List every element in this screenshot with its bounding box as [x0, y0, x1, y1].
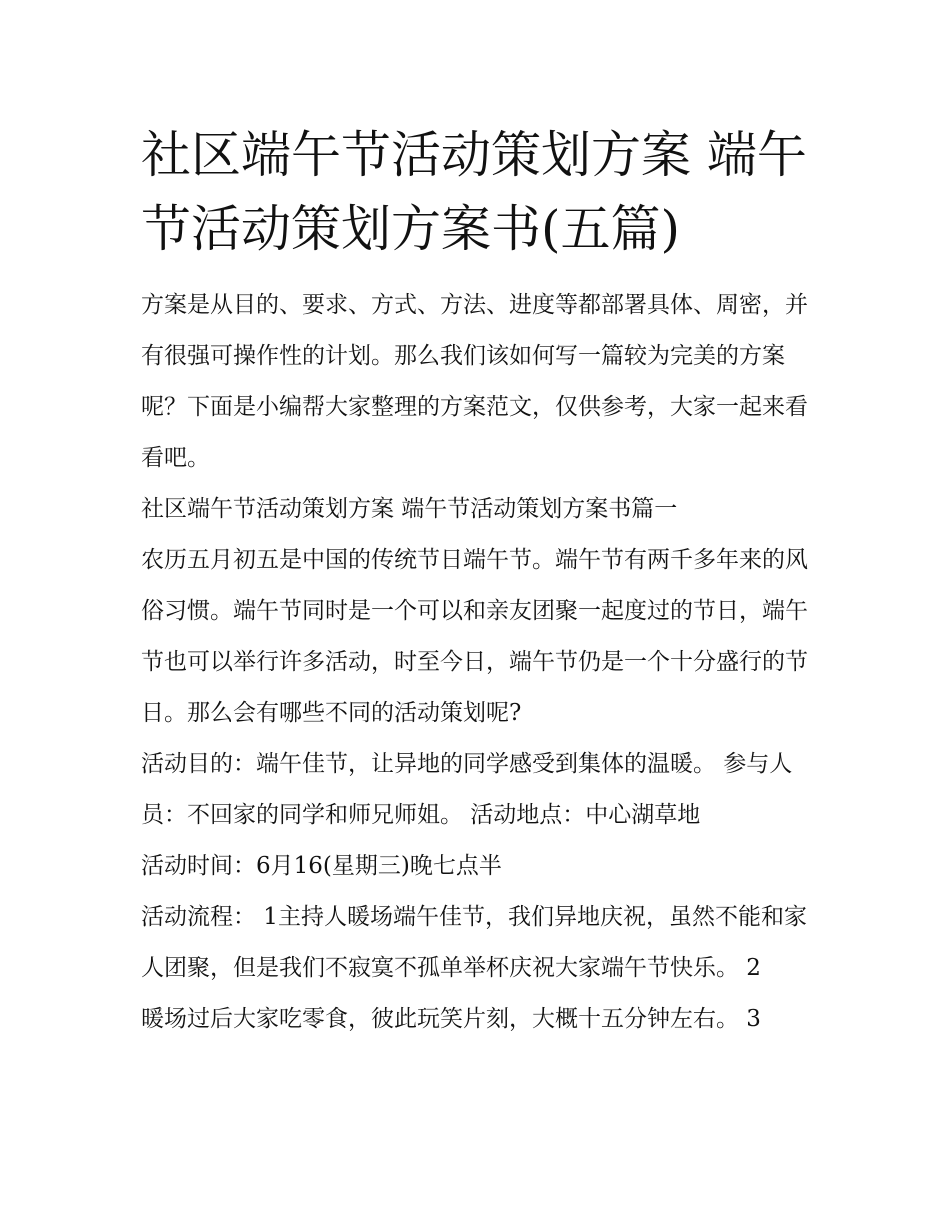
activity-process-continued-paragraph: 暖场过后大家吃零食，彼此玩笑片刻，大概十五分钟左右。 3	[141, 1006, 761, 1032]
activity-time-paragraph: 活动时间：6月16(星期三)晚七点半	[141, 853, 502, 879]
body-paragraph: 农历五月初五是中国的传统节日端午节。端午节有两千多年来的风俗习惯。端午节同时是一个可以和亲友团聚一起度过的节日，端午节也可以举行许多活动，时至今日，端午节仍是一个十分盛行的节日。那么会有哪些不同的活动策划呢?	[141, 547, 808, 726]
document-body	[141, 280, 816, 1045]
activity-details-paragraph: 活动目的：端午佳节，让异地的同学感受到集体的温暖。 参与人员：不回家的同学和师兄师姐。 活动地点：中心湖草地	[141, 751, 793, 828]
intro-paragraph: 方案是从目的、要求、方式、方法、进度等都部署具体、周密，并有很强可操作性的计划。那么我们该如何写一篇较为完美的方案呢？下面是小编帮大家整理的方案范文，仅供参考，大家一起来看看吧。	[141, 292, 808, 471]
activity-process-paragraph: 活动流程： 1主持人暖场端午佳节，我们异地庆祝，虽然不能和家人团聚，但是我们不寂寞不孤单举杯庆祝大家端午节快乐。 2	[141, 904, 807, 981]
document-title: 社区端午节活动策划方案 端午节活动策划方案书(五篇)	[141, 126, 807, 258]
section-heading: 社区端午节活动策划方案 端午节活动策划方案书篇一	[141, 496, 678, 522]
